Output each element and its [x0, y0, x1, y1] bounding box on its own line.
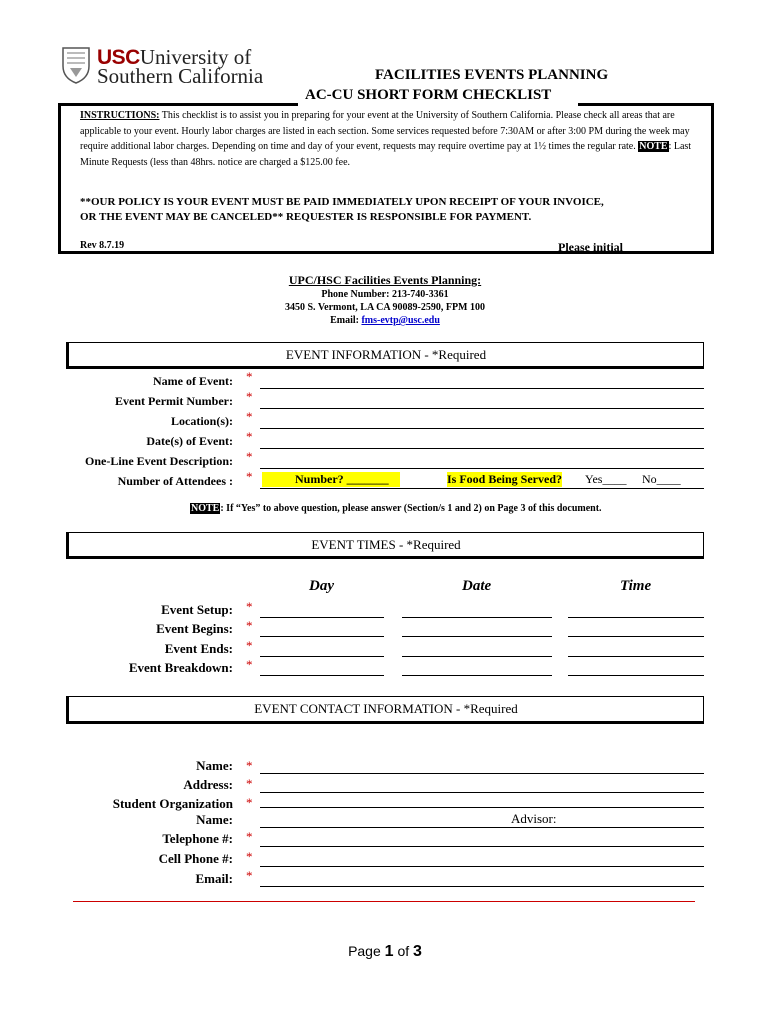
input-ends-date[interactable] [402, 656, 552, 657]
input-begins-date[interactable] [402, 636, 552, 637]
required-star: * [246, 868, 253, 883]
required-star: * [246, 657, 253, 672]
input-begins-day[interactable] [260, 636, 384, 637]
usc-seal-icon [60, 44, 92, 84]
input-description[interactable] [260, 468, 704, 469]
initial-field[interactable]: Please initial _________ [558, 240, 680, 254]
label-cell-phone: Cell Phone #: [158, 851, 233, 866]
input-advisor-row[interactable] [260, 827, 704, 828]
footer-divider [73, 901, 695, 902]
label-student-org-line1: Student Organization [112, 796, 233, 811]
label-name-of-event: Name of Event: [153, 374, 233, 388]
label-telephone: Telephone #: [162, 831, 233, 846]
input-permit-number[interactable] [260, 408, 704, 409]
input-telephone[interactable] [260, 846, 704, 847]
food-note-label: NOTE [191, 503, 220, 514]
label-description: One-Line Event Description: [85, 454, 233, 468]
office-title: UPC/HSC Facilities Events Planning: [288, 273, 482, 287]
page-word: Page [348, 943, 385, 959]
required-star: * [246, 469, 253, 484]
payment-policy [80, 195, 700, 225]
logo-usc-text: USC [97, 46, 140, 69]
col-header-day: Day [309, 578, 334, 594]
required-star: * [246, 849, 253, 864]
input-breakdown-time[interactable] [568, 675, 704, 676]
required-star: * [246, 599, 253, 614]
input-begins-time[interactable] [568, 636, 704, 637]
input-setup-day[interactable] [260, 617, 384, 618]
office-email-row [0, 315, 770, 326]
office-address: 3450 S. Vermont, LA CA 90089-2590, FPM 100 [285, 302, 485, 313]
label-advisor: Advisor: [511, 811, 557, 826]
food-yes-option[interactable]: Yes____ [585, 472, 627, 486]
instructions-box-top-left [58, 103, 298, 106]
logo-line2: Southern California [97, 64, 264, 88]
food-note [190, 503, 602, 514]
required-star: * [246, 776, 253, 791]
instructions-text [80, 108, 700, 170]
input-setup-time[interactable] [568, 617, 704, 618]
input-cell-phone[interactable] [260, 866, 704, 867]
input-attendees-row [260, 488, 704, 489]
title-line2: AC-CU SHORT FORM CHECKLIST [305, 87, 552, 103]
col-header-time: Time [620, 578, 652, 594]
label-dates: Date(s) of Event: [146, 434, 233, 448]
food-served-label: Is Food Being Served? [447, 472, 563, 486]
input-setup-date[interactable] [402, 617, 552, 618]
label-event-begins: Event Begins: [156, 621, 233, 636]
page-current: 1 [384, 943, 394, 960]
page-number [0, 943, 770, 961]
policy-line2: OR THE EVENT MAY BE CANCELED** REQUESTER IS RESPONSIBLE FOR PAYMENT. [80, 211, 532, 223]
office-email-label: Email: [330, 315, 362, 326]
instructions-box-top-right [578, 103, 714, 106]
instructions-note-text: : Last Minute Requests (less than 48hrs. notice are charged a $125.00 fee. [80, 141, 692, 168]
label-event-ends: Event Ends: [164, 641, 233, 656]
page-of-word: of [393, 943, 414, 959]
event-info-heading: EVENT INFORMATION - *Required [66, 342, 704, 369]
required-star: * [246, 758, 253, 773]
required-star: * [246, 389, 253, 404]
office-email-link[interactable]: fms-evtp@usc.edu [361, 315, 440, 326]
label-student-org-line2: Name: [196, 812, 233, 827]
required-star: * [246, 618, 253, 633]
label-event-breakdown: Event Breakdown: [128, 660, 233, 675]
usc-logo [60, 42, 280, 90]
input-student-org[interactable] [260, 807, 704, 808]
input-contact-name[interactable] [260, 773, 704, 774]
label-contact-address: Address: [183, 777, 233, 792]
input-breakdown-day[interactable] [260, 675, 384, 676]
instructions-label: INSTRUCTIONS: [80, 110, 160, 121]
label-event-setup: Event Setup: [161, 602, 233, 617]
label-attendees: Number of Attendees : [117, 474, 233, 488]
title-line1: FACILITIES EVENTS PLANNING [375, 67, 609, 83]
label-contact-email: Email: [195, 871, 233, 886]
input-ends-day[interactable] [260, 656, 384, 657]
input-locations[interactable] [260, 428, 704, 429]
input-contact-address[interactable] [260, 792, 704, 793]
logo-line1: University of [139, 45, 252, 69]
col-header-date: Date [462, 578, 492, 594]
required-star: * [246, 429, 253, 444]
revision-label: Rev 8.7.19 [80, 240, 125, 251]
required-star: * [246, 829, 253, 844]
food-no-option[interactable]: No____ [642, 472, 681, 486]
required-star: * [246, 795, 253, 810]
food-note-text: : If “Yes” to above question, please answer (Section/s 1 and 2) on Page 3 of this document. [220, 503, 602, 514]
input-dates[interactable] [260, 448, 704, 449]
input-name-of-event[interactable] [260, 388, 704, 389]
number-attendees-input[interactable]: Number? _______ [262, 472, 400, 487]
required-star: * [246, 409, 253, 424]
required-star: * [246, 369, 253, 384]
input-breakdown-date[interactable] [402, 675, 552, 676]
label-locations: Location(s): [171, 414, 233, 428]
label-contact-name: Name: [196, 758, 233, 773]
required-star: * [246, 449, 253, 464]
event-times-heading: EVENT TIMES - *Required [66, 532, 704, 559]
input-ends-time[interactable] [568, 656, 704, 657]
policy-line1: **OUR POLICY IS YOUR EVENT MUST BE PAID IMMEDIATELY UPON RECEIPT OF YOUR INVOICE, [80, 196, 604, 208]
required-star: * [246, 638, 253, 653]
label-permit-number: Event Permit Number: [115, 394, 233, 408]
instructions-body: This checklist is to assist you in preparing for your event at the University of Southern California. Please check all areas that are applicable to your event. Hourly labor charges are listed in each section. Some services requested before 7:30AM or after 3:00 PM during the week may require additional labor charges. Depending on time and day of your event, requests may require overtime pay at 1½ times the regular rate. [80, 110, 690, 152]
page-total: 3 [413, 943, 422, 960]
instructions-note-label: NOTE [639, 141, 668, 152]
event-contact-heading: EVENT CONTACT INFORMATION - *Required [66, 696, 704, 724]
input-contact-email[interactable] [260, 886, 704, 887]
office-phone: Phone Number: 213-740-3361 [321, 289, 449, 300]
